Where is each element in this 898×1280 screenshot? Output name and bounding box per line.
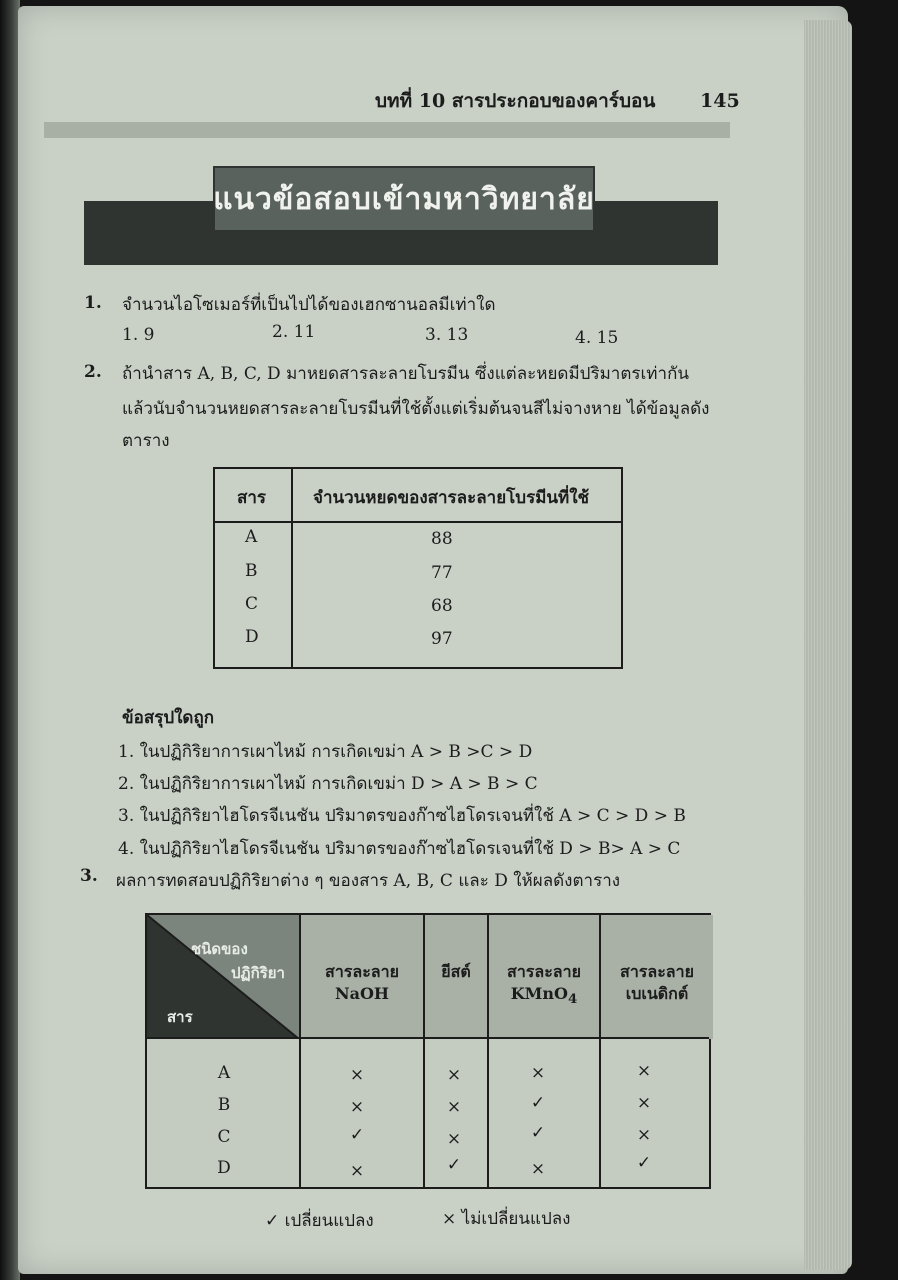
corner-label-type: ชนิดของ — [191, 940, 248, 958]
table-cell-result: × — [446, 1129, 462, 1149]
table-cell-result: × — [349, 1097, 365, 1117]
table-cell-result: ✓ — [530, 1093, 546, 1113]
column-header-yeast — [425, 961, 487, 983]
table-divider — [147, 1037, 709, 1039]
table-cell-result: × — [636, 1125, 652, 1145]
legend-unchanged — [442, 1205, 570, 1232]
table-cell-result: ✓ — [349, 1125, 365, 1145]
table-header-drops: จำนวนหยดของสารละลายโบรมีนที่ใช้ — [313, 488, 590, 508]
banner-box — [213, 166, 595, 232]
table-cell-result: ✓ — [636, 1153, 652, 1173]
table-cell-drops: 97 — [431, 629, 453, 649]
bromine-drops-table — [213, 467, 623, 669]
column-header-subscript: 4 — [567, 991, 578, 1008]
table-cell-drops: 88 — [431, 529, 453, 549]
table-cell-substance: C — [245, 594, 259, 614]
q2-option-1: 1. ในปฏิกิริยาการเผาไหม้ การเกิดเขม่า A > B >C > D — [118, 742, 533, 762]
table-cell-substance: A — [245, 527, 258, 547]
corner-label-reaction: ปฏิกิริยา — [231, 964, 285, 982]
table-cell-substance: D — [217, 1158, 231, 1178]
q1-number: 1. — [84, 293, 102, 313]
q2-line-3: ตาราง — [122, 431, 170, 451]
column-header-line: สารละลาย — [620, 962, 694, 981]
q1-option-2: 2. 11 — [272, 322, 316, 342]
table-cell-drops: 77 — [431, 563, 453, 583]
table-cell-result: ✓ — [530, 1123, 546, 1143]
column-header-benedict — [601, 961, 713, 1005]
table-cell-substance: B — [217, 1095, 231, 1115]
table-cell-result: × — [446, 1065, 462, 1085]
q2-option-4: 4. ในปฏิกิริยาไฮโดรจีเนชัน ปริมาตรของก๊าซไฮโดรเจนที่ใช้ D > B> A > C — [118, 839, 681, 859]
q1-option-1: 1. 9 — [122, 325, 155, 345]
legend-unchanged-label: ไม่เปลี่ยนแปลง — [461, 1209, 571, 1229]
table-cell-result: × — [530, 1063, 546, 1083]
table-cell-substance: A — [217, 1063, 231, 1083]
table-divider — [299, 915, 301, 1187]
legend-changed — [265, 1207, 374, 1234]
banner-title: แนวข้อสอบเข้ามหาวิทยาลัย — [213, 181, 595, 217]
column-header-kmno4 — [489, 961, 599, 1010]
header-rule — [44, 122, 730, 138]
reaction-test-table — [145, 913, 711, 1189]
q2-line-2: แล้วนับจำนวนหยดสารละลายโบรมีนที่ใช้ตั้งแต่เริ่มต้นจนสีไม่จางหาย ได้ข้อมูลดัง — [122, 399, 710, 419]
column-header-line: KMnO — [510, 984, 568, 1003]
table-cell-substance: C — [217, 1127, 231, 1147]
table-divider — [423, 915, 425, 1187]
q3-number: 3. — [80, 866, 98, 886]
q3-text: ผลการทดสอบปฏิกิริยาต่าง ๆ ของสาร A, B, C และ D ให้ผลดังตาราง — [116, 871, 621, 891]
table-divider — [599, 915, 601, 1187]
q1-option-3: 3. 13 — [425, 325, 469, 345]
corner-label-substance: สาร — [167, 1008, 193, 1026]
cross-icon: × — [442, 1209, 457, 1229]
q2-line-1: ถ้านำสาร A, B, C, D มาหยดสารละลายโบรมีน ซึ่งแต่ละหยดมีปริมาตรเท่ากัน — [122, 364, 689, 384]
column-header-line: NaOH — [334, 984, 390, 1003]
table-divider — [487, 915, 489, 1187]
table-divider — [291, 469, 293, 667]
column-header-naoh — [301, 961, 423, 1005]
column-header-line: สารละลาย — [507, 962, 581, 981]
table-cell-substance: D — [245, 627, 259, 647]
table-cell-result: × — [349, 1161, 365, 1181]
table-header-substance: สาร — [237, 488, 267, 508]
column-header-line: เบเนดิกต์ — [625, 984, 689, 1003]
table-cell-drops: 68 — [431, 596, 453, 616]
q2-number: 2. — [84, 362, 102, 382]
legend-changed-label: เปลี่ยนแปลง — [284, 1211, 374, 1231]
table-cell-substance: B — [245, 561, 258, 581]
page-stack-edge — [804, 20, 852, 1270]
q2-prompt: ข้อสรุปใดถูก — [122, 708, 215, 728]
q2-option-3: 3. ในปฏิกิริยาไฮโดรจีเนชัน ปริมาตรของก๊าซไฮโดรเจนที่ใช้ A > C > D > B — [118, 806, 686, 826]
column-header-line: ยีสต์ — [441, 962, 471, 981]
q2-option-2: 2. ในปฏิกิริยาการเผาไหม้ การเกิดเขม่า D > A > B > C — [118, 774, 538, 794]
page-number: 145 — [700, 90, 740, 112]
q1-text: จำนวนไอโซเมอร์ที่เป็นไปได้ของเฮกซานอลมีเท่าใด — [122, 295, 496, 315]
table-cell-result: × — [636, 1093, 652, 1113]
table-cell-result: × — [530, 1159, 546, 1179]
column-header-line: สารละลาย — [325, 962, 399, 981]
table-divider — [215, 521, 621, 523]
table-cell-result: × — [349, 1065, 365, 1085]
running-head: บทที่ 10 สารประกอบของคาร์บอน — [375, 90, 656, 112]
q1-option-4: 4. 15 — [575, 328, 619, 348]
check-icon: ✓ — [265, 1211, 280, 1231]
table-cell-result: ✓ — [446, 1155, 462, 1175]
book-spine-edge — [0, 0, 20, 1280]
table-cell-result: × — [636, 1061, 652, 1081]
table-cell-result: × — [446, 1097, 462, 1117]
